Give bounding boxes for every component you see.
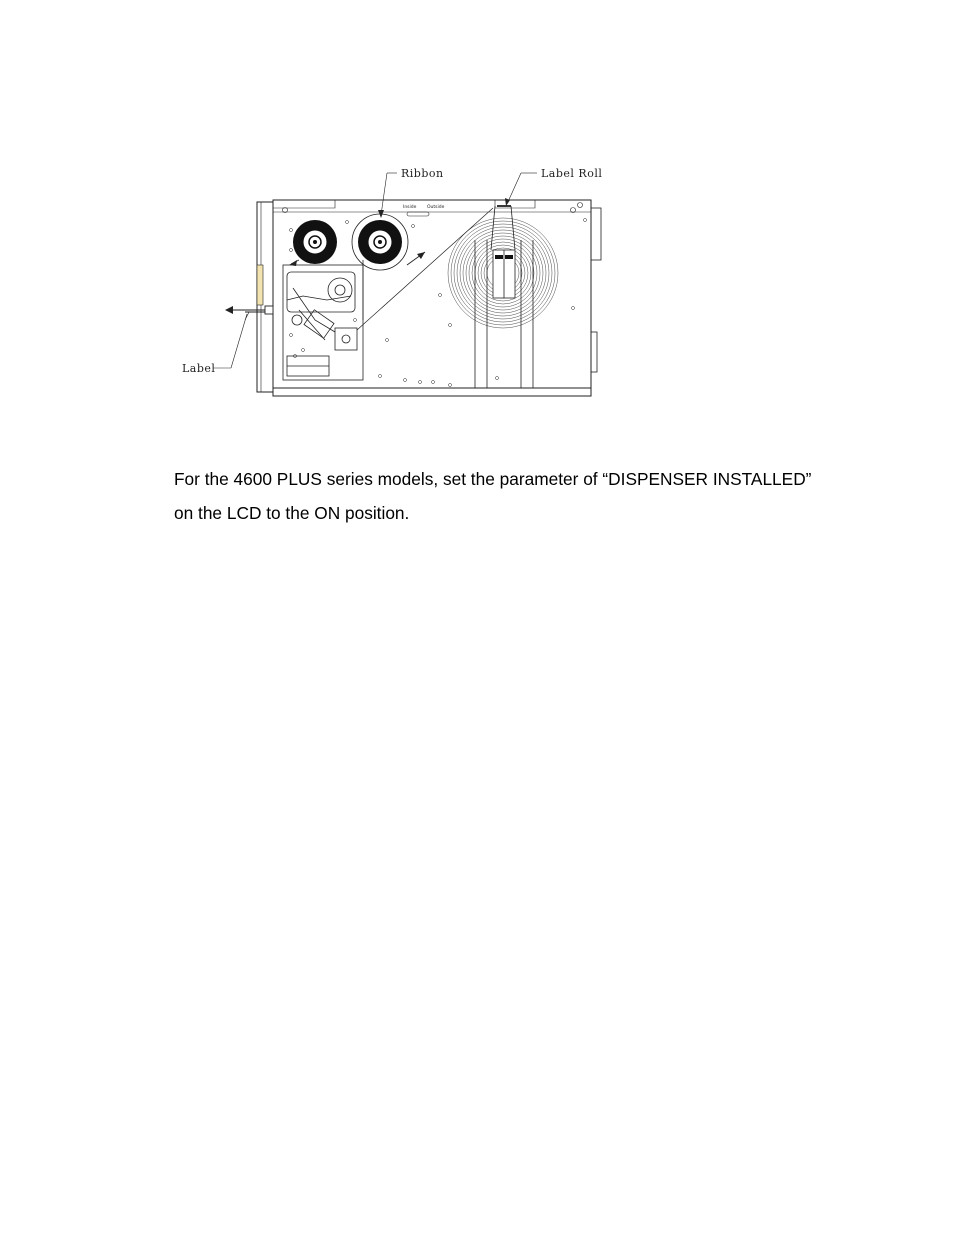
label-roll-callout: Label Roll bbox=[541, 167, 603, 180]
printer-diagram-svg bbox=[175, 160, 615, 405]
body-paragraph: For the 4600 PLUS series models, set the parameter of “DISPENSER INSTALLED” on the LCD to the ON position. bbox=[174, 469, 812, 523]
printer-loading-diagram bbox=[175, 160, 615, 405]
label-callout: Label bbox=[182, 362, 216, 375]
panel-marking-outside: Outside bbox=[427, 205, 445, 210]
ribbon-spindles bbox=[293, 214, 408, 270]
ribbon-callout: Ribbon bbox=[401, 167, 444, 180]
print-mechanism bbox=[283, 260, 363, 380]
panel-marking-inside: Inside bbox=[403, 205, 417, 210]
label-exit-arrow bbox=[225, 306, 273, 320]
